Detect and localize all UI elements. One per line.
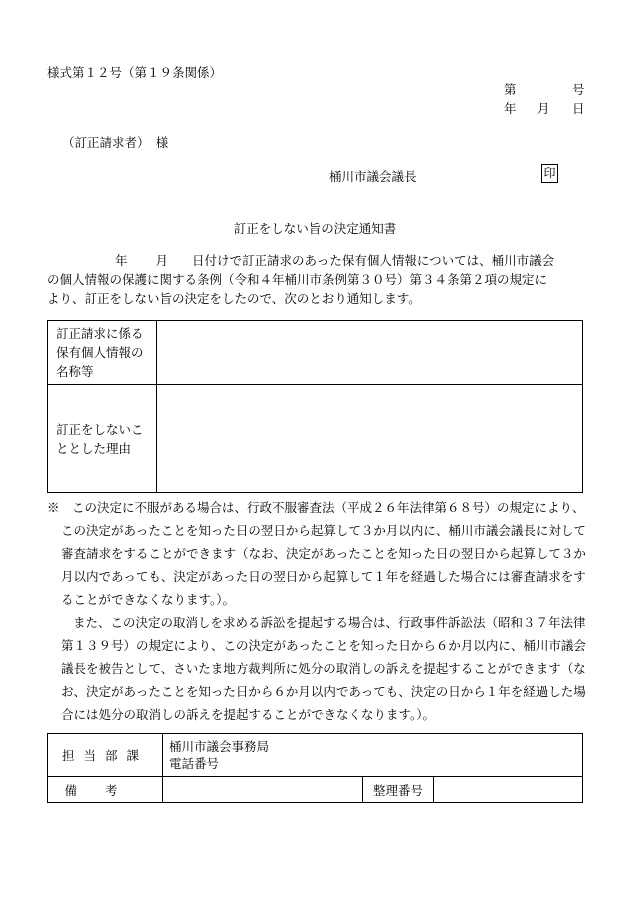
recipient: （訂正請求者） 様 [62,135,169,150]
note-line: また、この決定の取消しを求める訴訟を提起する場合は、行政事件訴訟法（昭和３７年法律 [73,615,586,630]
body-line1-text: 日付けで訂正請求のあった保有個人情報については、桶川市議会 [192,253,555,268]
department-value [163,734,583,777]
note-line: 月以内であっても、決定があった日の翌日から起算して１年を経過した場合には審査請求をす [61,569,586,584]
body-year: 年 [115,253,128,268]
body-line-2: の個人情報の保護に関する条例（令和４年桶川市条例第３０号）第３４条第２項の規定に [47,272,548,287]
note-line: お、決定があったことを知った日から６か月以内であっても、決定の日から１年を経過した場 [61,684,586,699]
reference-number-label: 整理番号 [363,777,434,803]
info-name-label-line3: 名称等 [56,364,94,379]
reason-label-line1: 訂正をしないこ [56,421,144,437]
note-line: ※ この決定に不服がある場合は、行政不服審査法（平成２６年法律第６８号）の規定により、 [47,500,585,515]
note-line: 第１３９号）の規定により、この決定があったことを知った日から６か月以内に、桶川市議会 [61,638,586,653]
date-year: 年 [504,101,517,116]
note-line: 議長を被告として、さいたま地方裁判所に処分の取消しの訴えを提起することができます（な [61,661,586,676]
remarks-label: 備考 [48,777,163,803]
note-line: 合には処分の取消しの訴えを提起することができなくなります。）。 [61,707,436,722]
reason-label-line2: ととした理由 [56,440,132,456]
body-line-3: より、訂正をしない旨の決定をしたので、次のとおり通知します。 [47,291,421,306]
info-name-label-line1: 訂正請求に係る [56,326,144,341]
info-name-label-line2: 保有個人情報の [56,345,144,360]
body-line-1 [47,251,554,269]
department-name: 桶川市議会事務局 [169,739,270,754]
seal-mark: 印 [541,164,558,183]
contact-table [47,733,583,803]
info-name-value[interactable] [157,321,583,385]
reason-label [48,385,157,493]
date-month: 月 [537,101,550,116]
note-line: ることができなくなります。）。 [61,592,236,607]
note-line: 審査請求をすることができます（なお、決定があったことを知った日の翌日から起算して３か [61,546,586,561]
department-phone: 電話番号 [169,756,220,771]
reference-number-value[interactable] [434,777,583,803]
info-name-label [48,321,157,385]
date-day: 日 [572,101,585,116]
issuer: 桶川市議会議長 [329,169,417,184]
department-label: 担当部課 [48,734,163,777]
form-number: 様式第１２号（第１９条関係） [47,65,223,80]
remarks-value[interactable] [163,777,363,803]
body-month: 月 [155,253,169,268]
request-info-table [47,320,583,493]
note-line: この決定があったことを知った日の翌日から起算して３か月以内に、桶川市議会議長に対して [61,523,586,538]
doc-number-dai: 第 [504,82,517,97]
reason-value[interactable] [157,385,583,493]
document-title: 訂正をしない旨の決定通知書 [233,221,397,236]
doc-number-go: 号 [572,82,585,97]
